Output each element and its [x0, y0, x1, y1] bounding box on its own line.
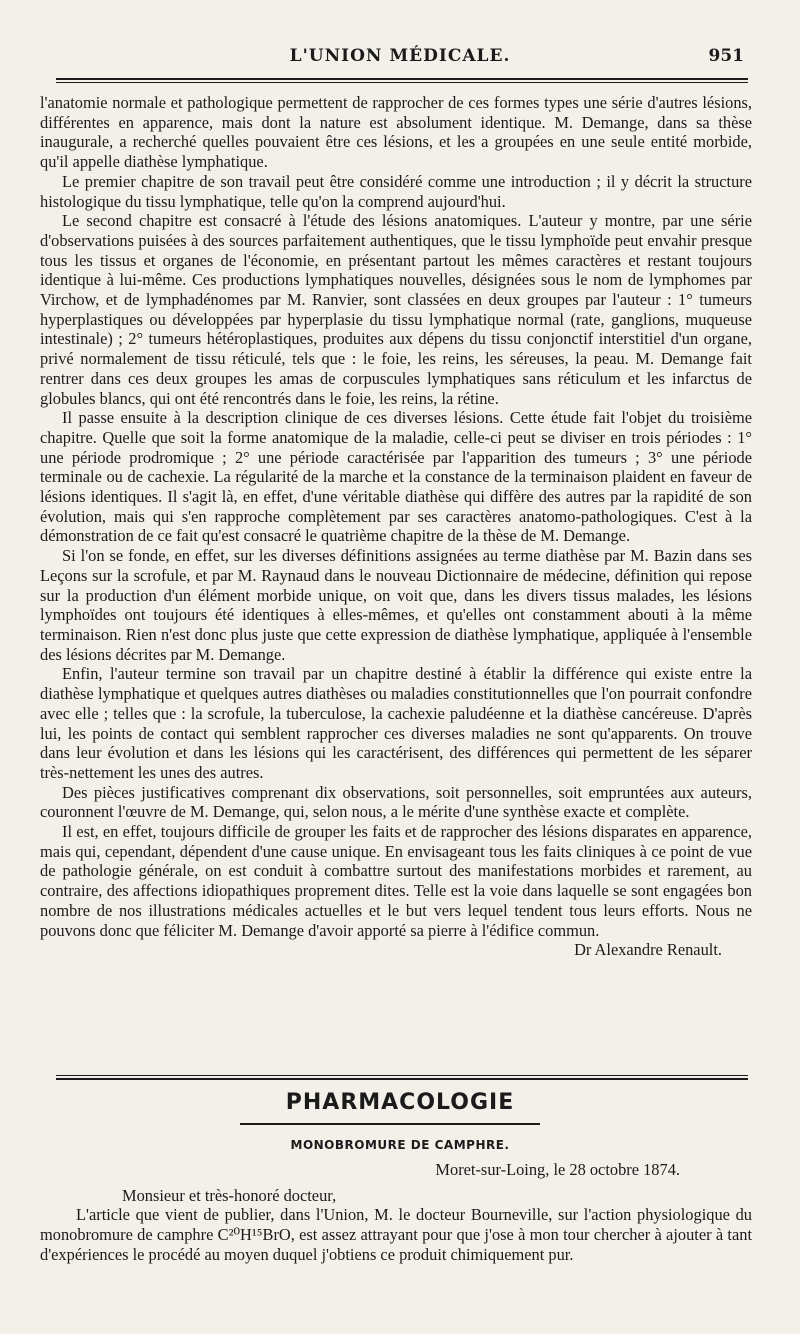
header-double-rule: [56, 78, 748, 83]
article-paragraph: Il est, en effet, toujours difficile de grouper les faits et de rapprocher des lésions disparates en apparence, mais qui, cependant, dépendent d'une cause unique. En envisageant tous les faits cliniques à ce point de vue de pathologie générale, on est conduit à combattre surtout des manifestations morbides et rarement, au contraire, des affections idiopathiques proprement dites. Telle est la voie dans laquelle se sont engagées bon nombre de nos illustrations médicales actuelles et le but vers lequel tendent tous leurs efforts. Nous ne pouvons donc que féliciter M. Demange d'avoir apporté sa pierre à l'édifice commun.: [40, 822, 752, 940]
letter-dateline: Moret-sur-Loing, le 28 octobre 1874.: [435, 1160, 680, 1179]
letter-paragraph: L'article que vient de publier, dans l'Union, M. le docteur Bourneville, sur l'action physiologique du monobromure de camphre C²⁰H¹⁵BrO, est assez attrayant pour que j'ose à mon tour chercher à ajouter à tant d'expériences le procédé au moyen duquel j'obtiens ce produit chimiquement pur.: [40, 1205, 752, 1264]
author-signature: Dr Alexandre Renault.: [574, 940, 722, 960]
page-number: 951: [708, 46, 744, 66]
article-paragraph: Le premier chapitre de son travail peut être considéré comme une introduction ; il y décrit la structure histologique du tissu lymphatique, telle qu'on la comprend aujourd'hui.: [40, 171, 752, 211]
article-paragraph: Le second chapitre est consacré à l'étude des lésions anatomiques. L'auteur y montre, par une série d'observations puisées à des sources parfaitement authentiques, que le tissu lymphoïde peut envahir presque tous les tissus et organes de l'économie, en présentant partout les mêmes caractères et restant toujours identique à lui-même. Ces productions lymphatiques nouvelles, désignées sous le nom de lymphomes par Virchow, et de lymphadénomes par M. Ranvier, sont classées en deux groupes par l'auteur : 1° tumeurs hyperplastiques ou développées par hyperplasie du tissu lymphatique normal (rate, ganglions, muqueuse intestinale) ; 2° tumeurs hétéroplastiques, produites aux dépens du tissu conjonctif interstitiel d'un organe, privé normalement de tissu réticulé, tels que : le foie, les reins, les séreuses, la peau. M. Demange fait rentrer dans ces deux groupes les amas de corpuscules lymphatiques sans réticulum et les infarctus de globules blancs, qui ont été rencontrés dans le foie, les reins, la rétine.: [40, 211, 752, 408]
title-underline: [240, 1123, 540, 1125]
article-paragraph: Si l'on se fonde, en effet, sur les diverses définitions assignées au terme diathèse par M. Bazin dans ses Leçons sur la scrofule, et par M. Raynaud dans le nouveau Dictionnaire de médecine, définition qui repose sur la production d'un élément morbide unique, on voit que, dans les divers tissus malades, les lésions lymphoïdes ont toujours été identiques à elles-mêmes, et qu'elles ont constamment abouti à la même terminaison. Rien n'est donc plus juste que cette expression de diathèse lymphatique, appliquée à l'ensemble des lésions décrites par M. Demange.: [40, 546, 752, 664]
subsection-title: MONOBROMURE DE CAMPHRE.: [290, 1138, 510, 1152]
letter-body: [40, 1160, 752, 1265]
article-paragraph: Enfin, l'auteur termine son travail par un chapitre destiné à établir la différence qui existe entre la diathèse lymphatique et quelques autres diathèses ou maladies constitutionnelles que l'on pourrait confondre avec elle ; telles que : la scrofule, la tuberculose, la cachexie paludéenne et la diathèse cancéreuse. D'après lui, les points de contact qui semblent rapprocher ces diverses maladies ne sont qu'apparents. On trouve dans leur évolution et dans les lésions qui les caractérisent, des différences qui permettent de les séparer très-nettement les unes des autres.: [40, 664, 752, 782]
article-body: [40, 93, 752, 960]
journal-title: L'UNION MÉDICALE.: [289, 46, 511, 66]
letter-salutation: Monsieur et très-honoré docteur,: [122, 1185, 337, 1205]
section-title: PHARMACOLOGIE: [285, 1090, 515, 1115]
running-head: [0, 46, 800, 76]
article-paragraph: Des pièces justificatives comprenant dix observations, soit personnelles, soit empruntées aux auteurs, couronnent l'œuvre de M. Demange, qui, selon nous, a le mérite d'une synthèse exacte et complète.: [40, 782, 752, 822]
article-paragraph: Il passe ensuite à la description clinique de ces diverses lésions. Cette étude fait l'objet du troisième chapitre. Quelle que soit la forme anatomique de la maladie, celle-ci peut se diviser en trois périodes : 1° une période prodromique ; 2° une période caractérisée par l'apparition des tumeurs ; 3° une période terminale ou de cachexie. La régularité de la marche et la constance de la terminaison plaident en faveur de lésions identiques. Il s'agit là, en effet, d'une véritable diathèse qui diffère des autres par la rapidité de son évolution, mais qui s'en rapproche complètement par ses caractères anatomo-pathologiques. C'est à la démonstration de ce fait qu'est consacré le quatrième chapitre de la thèse de M. Demange.: [40, 408, 752, 546]
article-paragraph: l'anatomie normale et pathologique permettent de rapprocher de ces formes types une série d'autres lésions, différentes en apparence, mais dont la nature est absolument identique. M. Demange, dans sa thèse inaugurale, a recherché quelles pouvaient être ces lésions, et les a groupées en une seule entité morbide, qu'il appelle diathèse lymphatique.: [40, 93, 752, 172]
section-double-rule: [56, 1075, 748, 1080]
